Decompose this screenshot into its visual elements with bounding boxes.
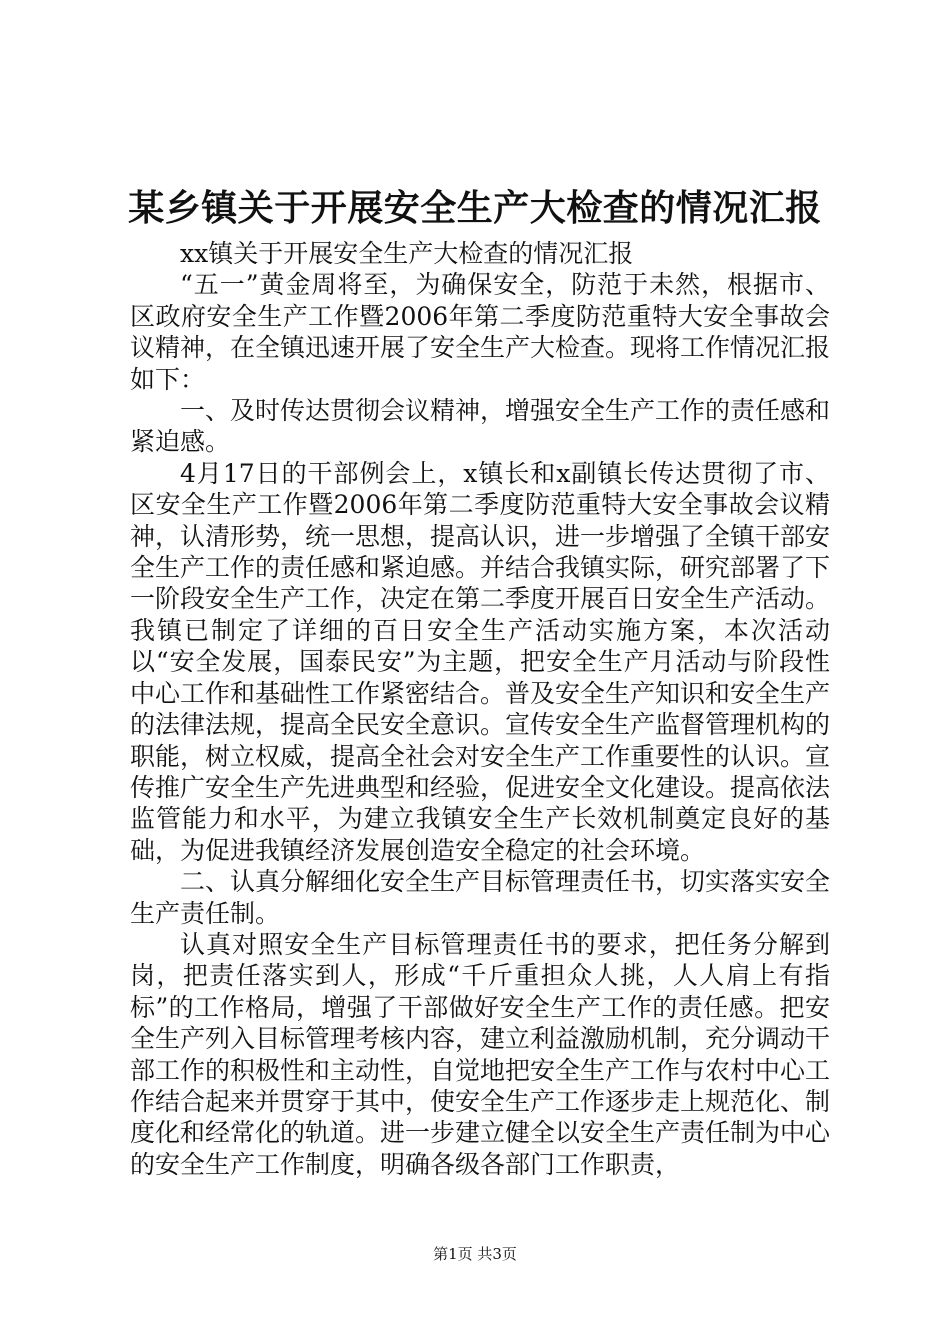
section-body-2: 认真对照安全生产目标管理责任书的要求，把任务分解到岗，把责任落实到人，形成“千斤重担众人挑，人人肩上有指标”的工作格局，增强了干部做好安全生产工作的责任感。把安全生产列入目标管理考核内容，建立利益激励机制，充分调动干部工作的积极性和主动性，自觉地把安全生产工作与农村中心工作结合起来并贯穿于其中，使安全生产工作逐步走上规范化、制度化和经常化的轨道。进一步建立健全以安全生产责任制为中心的安全生产工作制度，明确各级各部门工作职责， (130, 929, 831, 1179)
section-body-1: 4月17日的干部例会上，x镇长和x副镇长传达贯彻了市、区安全生产工作暨2006年第二季度防范重特大安全事故会议精神，认清形势，统一思想，提高认识，进一步增强了全镇干部安全生产工作的责任感和紧迫感。并结合我镇实际，研究部署了下一阶段安全生产工作，决定在第二季度开展百日安全生产活动。我镇已制定了详细的百日安全生产活动实施方案，本次活动以“安全发展，国泰民安”为主题，把安全生产月活动与阶段性中心工作和基础性工作紧密结合。普及安全生产知识和安全生产的法律法规，提高全民安全意识。宣传安全生产监督管理机构的职能，树立权威，提高全社会对安全生产工作重要性的认识。宣传推广安全生产先进典型和经验，促进安全文化建设。提高依法监管能力和水平，为建立我镇安全生产长效机制奠定良好的基础，为促进我镇经济发展创造安全稳定的社会环境。 (130, 458, 831, 865)
document-body (130, 238, 830, 1180)
page-footer: 第1页 共3页 (433, 1245, 517, 1263)
section-heading-1: 一、及时传达贯彻会议精神，增强安全生产工作的责任感和紧迫感。 (130, 396, 831, 457)
document-title: 某乡镇关于开展安全生产大检查的情况汇报 (128, 187, 822, 229)
intro-paragraph: “五一”黄金周将至，为确保安全，防范于未然，根据市、区政府安全生产工作暨2006年第二季度防范重特大安全事故会议精神，在全镇迅速开展了安全生产大检查。现将工作情况汇报如下： (130, 270, 831, 394)
subtitle-paragraph: xx镇关于开展安全生产大检查的情况汇报 (180, 239, 634, 268)
section-heading-2: 二、认真分解细化安全生产目标管理责任书，切实落实安全生产责任制。 (130, 867, 831, 928)
